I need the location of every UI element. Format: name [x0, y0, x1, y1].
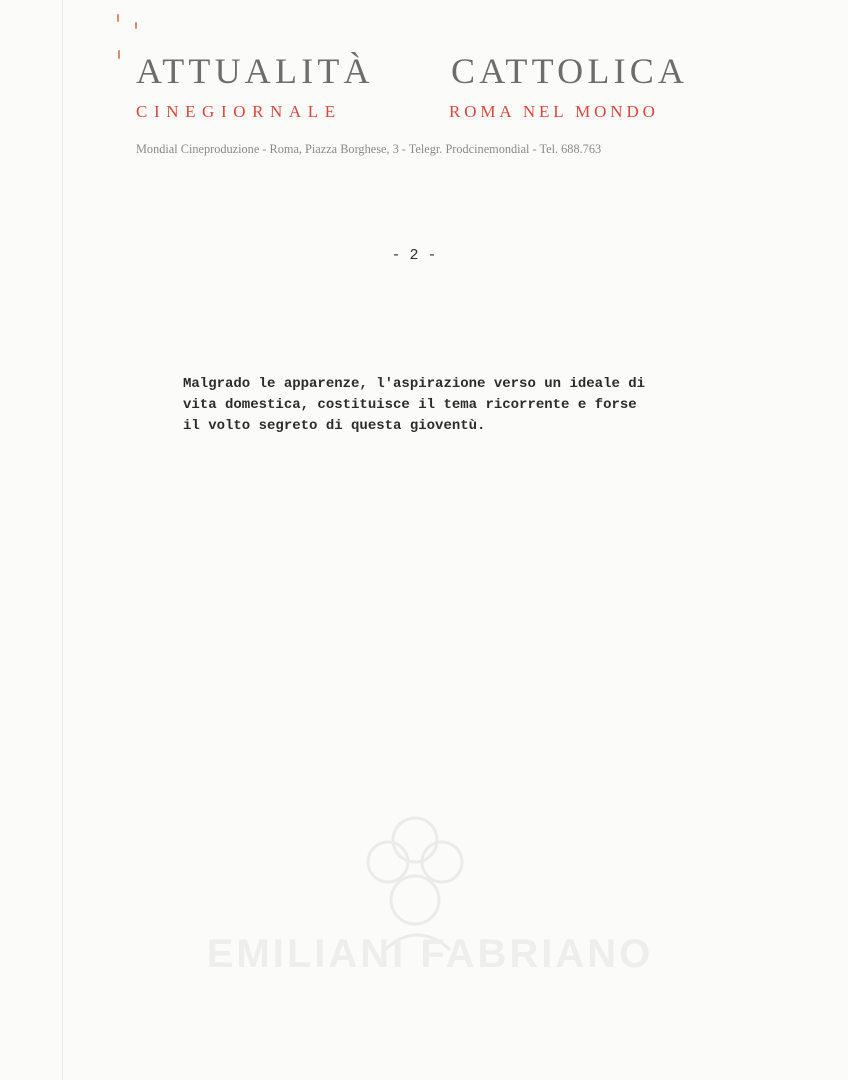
- watermark-text: EMILIANI FABRIANO: [206, 932, 654, 976]
- letterhead-subtitle-left: CINEGIORNALE: [136, 102, 342, 121]
- letterhead-title-left: ATTUALITÀ: [136, 51, 374, 91]
- paper-watermark: [170, 800, 690, 1000]
- body-line: il volto segreto di questa gioventù.: [183, 418, 486, 434]
- letterhead-subtitle-right: ROMA NEL MONDO: [449, 102, 659, 121]
- letterhead-title-right: CATTOLICA: [451, 51, 689, 91]
- letterhead-info-line: Mondial Cineproduzione - Roma, Piazza Borghese, 3 - Telegr. Prodcinemondial - Tel. 688.763: [136, 142, 602, 156]
- ink-mark: [135, 22, 137, 29]
- paper-edge: [62, 0, 63, 1080]
- body-line: Malgrado le apparenze, l'aspirazione verso un ideale di: [183, 376, 646, 392]
- body-paragraph: [183, 374, 703, 437]
- ink-mark: [117, 14, 119, 22]
- body-line: vita domestica, costituisce il tema ricorrente e forse: [183, 397, 637, 413]
- page-number: - 2 -: [391, 247, 437, 264]
- ink-mark: [118, 50, 120, 59]
